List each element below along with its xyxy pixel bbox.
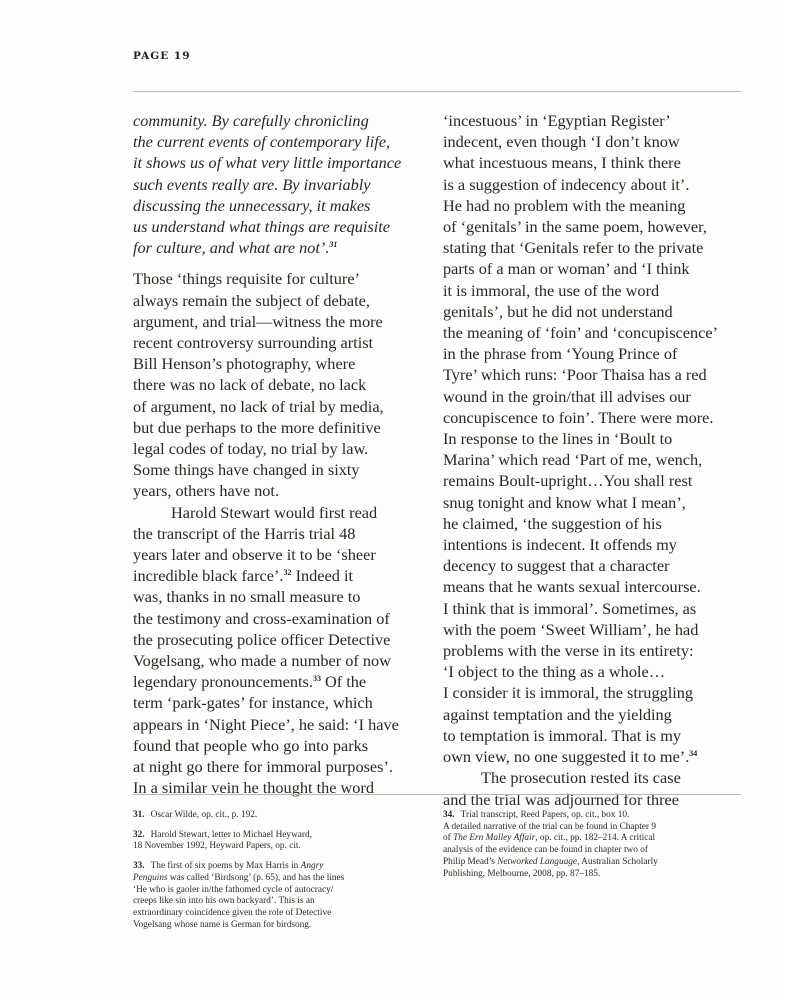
text-line: there was no lack of debate, no lack: [133, 375, 367, 395]
text-line: with the poem ‘Sweet William’, he had: [443, 619, 699, 639]
quote-line: it shows us of what very little importance: [133, 153, 402, 173]
footnote-ref: 32: [283, 568, 292, 578]
text-line: decency to suggest that a character: [443, 556, 670, 576]
text-line: parts of a man or woman’ and ‘I think: [443, 259, 690, 279]
text-line: Tyre’ which runs: ‘Poor Thaisa has a red: [443, 365, 707, 385]
footnote-number: 32.: [133, 829, 145, 840]
text-line: He had no problem with the meaning: [443, 195, 686, 215]
text-line: against temptation and the yielding: [443, 704, 672, 724]
text-line: found that people who go into parks: [133, 735, 369, 755]
text-line: own view, no one suggested it to me’.$^{34}$: [443, 747, 698, 767]
text-line: snug tonight and know what I mean’,: [443, 492, 686, 512]
text-line: the transcript of the Harris trial 48: [133, 523, 356, 543]
text-line: intentions is indecent. It offends my: [443, 535, 677, 555]
text-line: term ‘park-gates’ for instance, which: [133, 693, 373, 713]
text-line: ‘incestuous’ in ‘Egyptian Register’: [443, 111, 671, 130]
text-line: in the phrase from ‘Young Prince of: [443, 344, 678, 364]
text-line: of ‘genitals’ in the same poem, however,: [443, 217, 707, 237]
footnote-32: 32. Harold Stewart, letter to Michael Heyward, 18 November 1992, Heyward Papers, op. cit.: [133, 829, 312, 852]
text-line: In response to the lines in ‘Boult to: [443, 429, 673, 449]
paragraph: [133, 502, 433, 799]
text-line: the prosecuting police officer Detective: [133, 629, 391, 649]
footnote-31: 31. Oscar Wilde, op. cit., p. 192.: [133, 810, 258, 820]
text-line: years later and observe it to be ‘sheer: [133, 545, 376, 565]
text-line: The prosecution rested its case: [481, 768, 681, 788]
quote-line: us understand what things are requisite: [133, 217, 391, 237]
paragraph: [443, 767, 743, 809]
paragraph: [443, 110, 743, 767]
footnotes-left: [133, 810, 413, 939]
footnote-33: 33. The first of six poems by Max Harris in Angry Penguins was called ‘Birdsong’ (p. 65), and has the lines ‘He who is gaoler in/the fathomed cycle of autocracy/ creeps like sin into his own backyard’. This is an extraordinary coincidence given the role of Detective Vogelsang whose name is German for birdsong.: [133, 861, 345, 930]
text-line: remains Boult-upright…You shall rest: [443, 471, 693, 491]
footnote-34: 34. Trial transcript, Reed Papers, op. cit., box 10. A detailed narrative of the trial can be found in Chapter 9 of The Ern Malley Affair, op. cit., pp. 182–214. A critical analysis of the evidence can be found in chapter two of Philip Mead’s Networked Language, Australian Scholarly Publishing, Melbourne, 2008, pp. 87–185.: [443, 810, 658, 879]
text-line: legendary pronouncements.$^{33}$ Of the: [133, 672, 367, 692]
text-line: he claimed, ‘the suggestion of his: [443, 513, 662, 533]
text-line: always remain the subject of debate,: [133, 290, 370, 310]
quote-line: community. By carefully chronicling: [133, 111, 369, 130]
text-line: appears in ‘Night Piece’, he said: ‘I have: [133, 714, 399, 734]
text-line: I think that is immoral’. Sometimes, as: [443, 598, 697, 618]
text-line: recent controversy surrounding artist: [133, 333, 374, 353]
footnote-number: 33.: [133, 861, 145, 872]
text-line: wound in the groin/that ill advises our: [443, 386, 691, 406]
footnote-ref: 34: [689, 749, 698, 759]
text-line: incredible black farce’.$^{32}$ Indeed it: [133, 566, 353, 586]
quote-line-last: for culture, and what are not’.$^{31}$: [133, 238, 338, 258]
text-line: I consider it is immoral, the struggling: [443, 683, 694, 703]
text-line: Marina’ which read ‘Part of me, wench,: [443, 450, 703, 470]
paragraph: [133, 268, 433, 501]
text-line: argument, and trial—witness the more: [133, 311, 383, 331]
text-line: genitals’, but he did not understand: [443, 301, 673, 321]
text-line: Harold Stewart would first read: [171, 502, 378, 522]
text-line: concupiscence to foin’. There were more.: [443, 407, 714, 427]
text-line: stating that ‘Genitals refer to the private: [443, 238, 704, 258]
text-line: it is immoral, the use of the word: [443, 280, 660, 300]
footnote-rule: [133, 794, 741, 795]
quote-line: the current events of contemporary life,: [133, 132, 391, 152]
quote-line: discussing the unnecessary, it makes: [133, 195, 371, 215]
footnote-ref: 33: [312, 674, 321, 684]
text-line: and the trial was adjourned for three: [443, 789, 679, 809]
page-number: PAGE 19: [133, 50, 191, 62]
text-line: Vogelsang, who made a number of now: [133, 651, 391, 671]
text-line: what incestuous means, I think there: [443, 153, 681, 173]
text-line: means that he wants sexual intercourse.: [443, 577, 701, 597]
block-quote: [133, 110, 433, 258]
footnote-number: 31.: [133, 810, 145, 820]
text-line: of argument, no lack of trial by media,: [133, 396, 384, 416]
text-line: Bill Henson’s photography, where: [133, 354, 356, 374]
quote-line: such events really are. By invariably: [133, 174, 371, 194]
text-line: indecent, even though ‘I don’t know: [443, 132, 680, 152]
text-line: Those ‘things requisite for culture’: [133, 269, 360, 289]
left-column: [133, 110, 433, 799]
text-line: legal codes of today, no trial by law.: [133, 439, 369, 459]
text-line: is a suggestion of indecency about it’.: [443, 174, 690, 194]
footnotes-right: [443, 810, 743, 888]
text-line: years, others have not.: [133, 481, 280, 501]
footnote-ref: 31: [329, 240, 338, 250]
text-line: In a similar vein he thought the word: [133, 778, 374, 798]
text-line: ‘I object to the thing as a whole…: [443, 662, 665, 682]
footnote-number: 34.: [443, 810, 455, 820]
text-line: the meaning of ‘foin’ and ‘concupiscence’: [443, 323, 718, 343]
text-line: at night go there for immoral purposes’.: [133, 757, 393, 777]
text-line: but due perhaps to the more definitive: [133, 417, 381, 437]
text-line: the testimony and cross-examination of: [133, 608, 390, 628]
right-column: [443, 110, 743, 810]
text-line: to temptation is immoral. That is my: [443, 725, 682, 745]
header-rule: [133, 91, 741, 92]
text-line: problems with the verse in its entirety:: [443, 641, 694, 661]
text-line: Some things have changed in sixty: [133, 460, 360, 480]
text-line: was, thanks in no small measure to: [133, 587, 361, 607]
